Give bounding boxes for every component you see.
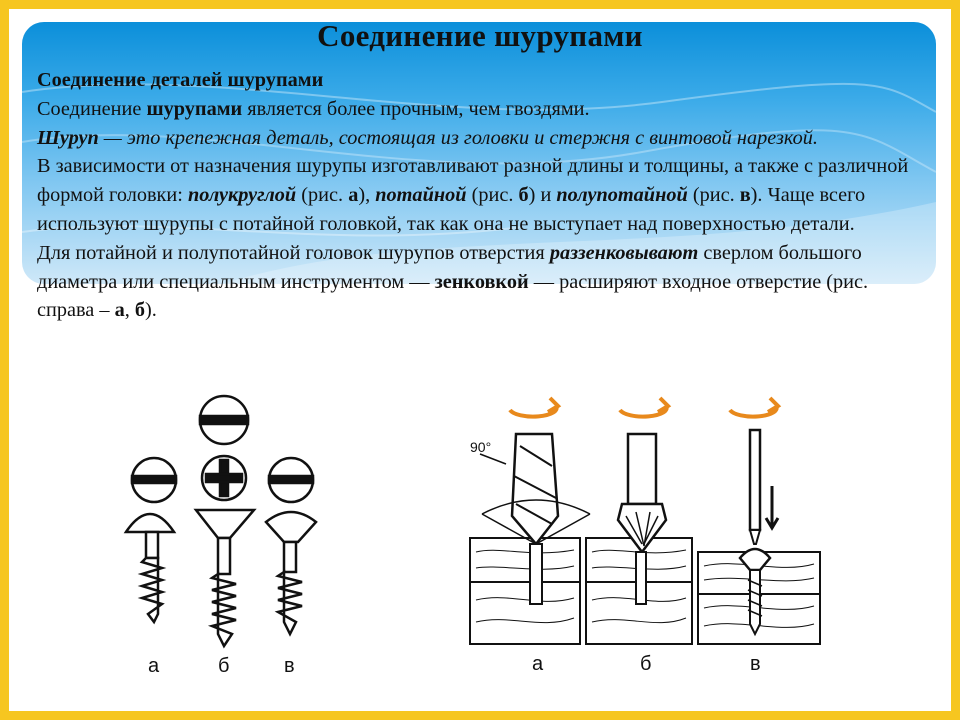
wood-block-bottom-a bbox=[470, 582, 580, 644]
label-c: в bbox=[284, 655, 295, 677]
paragraph-4: Для потайной и полупотайной головок шурупов отверстия раззенковывают сверлом большого диаметра или специальным инструментом — зенковкой — расширяют входное отверстие (рис. справа – а, б). bbox=[37, 241, 869, 322]
paragraph-1: Соединение шурупами является более прочным, чем гвоздями. bbox=[37, 97, 590, 120]
label-a: а bbox=[532, 653, 544, 675]
subtitle: Соединение деталей шурупами bbox=[37, 69, 324, 91]
label-a: а bbox=[148, 655, 160, 677]
label-c: в bbox=[750, 653, 761, 675]
round-head-screw bbox=[126, 514, 174, 622]
countersunk-screw bbox=[196, 510, 254, 646]
slide-text bbox=[37, 66, 917, 325]
raised-countersunk-screw bbox=[266, 512, 316, 634]
label-b: б bbox=[640, 653, 652, 675]
screw-types-figure bbox=[120, 390, 340, 690]
paragraph-2: Шуруп — это крепежная деталь, состоящая из головки и стержня с винтовой нарезкой. bbox=[37, 126, 818, 149]
countersinking-figure bbox=[460, 386, 830, 686]
angle-label: 90° bbox=[470, 439, 492, 455]
wood-block-top-a bbox=[470, 538, 580, 582]
label-b: б bbox=[218, 655, 230, 677]
paragraph-3: В зависимости от назначения шурупы изготавливают разной длины и толщины, а также с различной формой головки: полукруглой (рис. а), потайной (рис. б) и полупотайной (рис. в). Чаще всего используют шурупы с потайной головкой, так как она не выступает над поверхностью детали. bbox=[37, 155, 909, 235]
page-title: Соединение шурупами bbox=[317, 18, 643, 53]
